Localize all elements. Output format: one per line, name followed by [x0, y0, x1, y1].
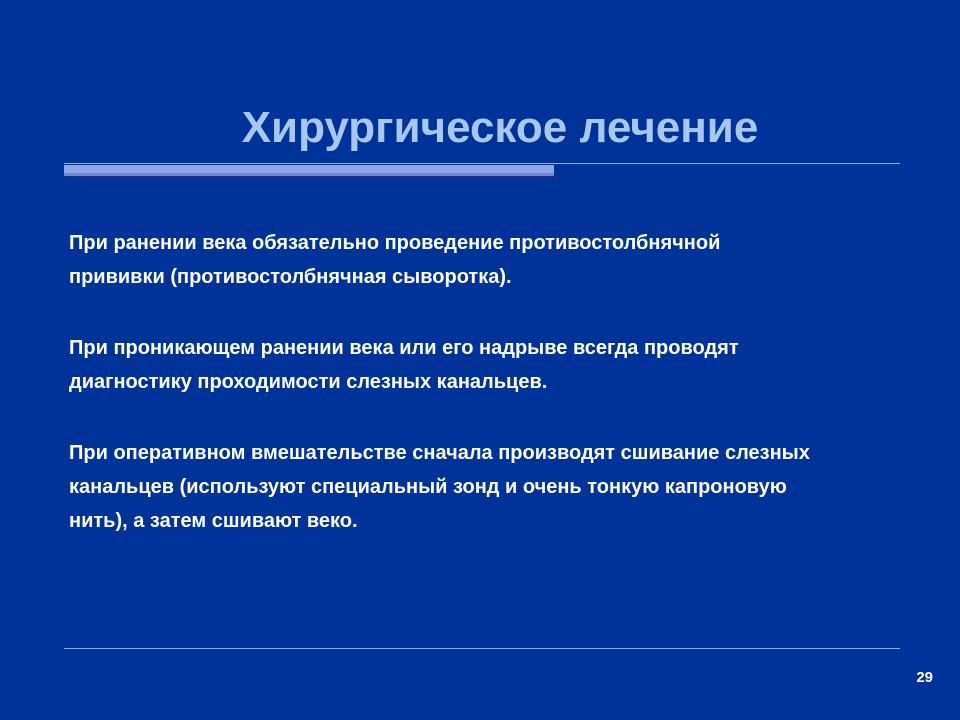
page-number: 29: [916, 669, 933, 686]
paragraph-surgery: При оперативном вмешательстве сначала производят сшивание слезных канальцев (используют специальный зонд и очень тонкую капроновую нить), а затем сшивают веко.: [69, 442, 810, 532]
title-underline-shadow: [68, 176, 558, 179]
paragraph-penetrating-wound: При проникающем ранении века или его надрыве всегда проводят диагностику проходимости слезных канальцев.: [69, 337, 739, 393]
paragraph-tetanus: При ранении века обязательно проведение противостолбнячной прививки (противостолбнячная сыворотка).: [69, 232, 721, 288]
slide-body: [69, 226, 899, 575]
footer-divider-line: [64, 648, 900, 649]
title-underline-bar: [64, 165, 554, 176]
title-divider-line: [64, 163, 900, 164]
slide-title: Хирургическое лечение: [241, 103, 759, 152]
